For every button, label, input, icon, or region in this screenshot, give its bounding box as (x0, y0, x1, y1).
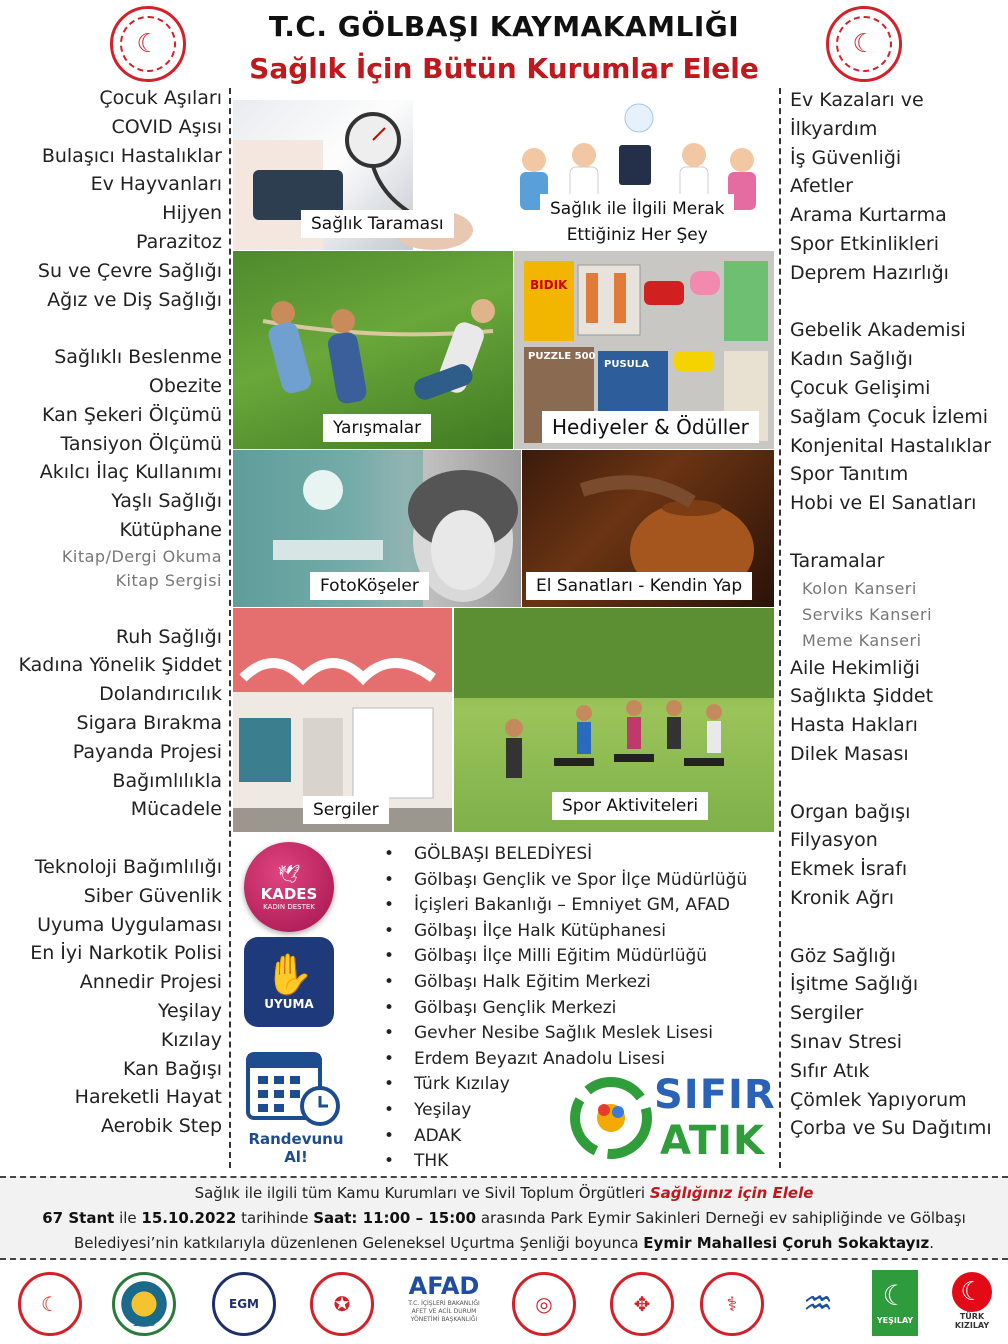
left-topic-item: Payanda Projesi (72, 740, 222, 763)
label-yarismalar: Yarışmalar (323, 414, 431, 442)
right-topic-item: Afetler (790, 175, 853, 198)
organization-item: • Gölbaşı Gençlik Merkezi (384, 996, 774, 1022)
right-topic-item: Aile Hekimliği (790, 656, 920, 679)
left-topic-item: Kızılay (160, 1028, 222, 1051)
kades-app-icon[interactable]: 🕊 KADES KADIN DESTEK (244, 842, 334, 932)
photo-gifts (514, 251, 774, 449)
right-topic-item: Sağlam Çocuk İzlemi (790, 405, 988, 428)
kizilay-logo: ☾ TÜRK KIZILAY (944, 1272, 1000, 1336)
svg-text:BIDIK: BIDIK (530, 278, 568, 292)
left-topic-item: Bağımlılıkla (112, 769, 222, 792)
left-topic-item: Sigara Bırakma (76, 711, 222, 734)
svg-text:PUZZLE 500: PUZZLE 500 (528, 351, 596, 362)
left-topic-item: Ev Hayvanları (90, 173, 222, 196)
ministry-seal-icon: ✪ (310, 1272, 374, 1336)
label-spor: Spor Aktiviteleri (552, 792, 708, 820)
right-topic-item: Meme Kanseri (802, 630, 922, 650)
page-title: T.C. GÖLBAŞI KAYMAKAMLIĞI (268, 10, 740, 43)
left-topic-item: Su ve Çevre Sağlığı (37, 259, 222, 282)
organization-item: • THK (384, 1149, 774, 1175)
right-topic-item: Hasta Hakları (790, 714, 918, 737)
crescent-star-icon: ☾ (41, 1292, 59, 1316)
list-spacer (0, 314, 222, 343)
list-spacer (0, 594, 222, 623)
right-topic-item: Gebelik Akademisi (790, 319, 966, 342)
left-topic-list (0, 84, 222, 1141)
crescent-icon: ☾ (882, 1279, 908, 1312)
right-topic-item: Kolon Kanseri (802, 578, 917, 598)
police-logo: EGM (212, 1272, 276, 1336)
right-topic-item: Kadın Sağlığı (790, 348, 913, 371)
photo-health-curiosity (504, 100, 774, 250)
organization-item: • Erdem Beyazıt Anadolu Lisesi (384, 1047, 774, 1073)
left-topic-item: Ruh Sağlığı (115, 625, 222, 648)
organization-item: • Türk Kızılay (384, 1072, 774, 1098)
right-topic-item: Serviks Kanseri (802, 604, 933, 624)
yesilay-logo: ☾ YEŞILAY (872, 1270, 918, 1336)
left-topic-item: Yaşlı Sağlığı (111, 490, 222, 513)
right-topic-item: Organ bağışı (790, 800, 911, 823)
organization-item: • Gölbaşı İlçe Halk Kütüphanesi (384, 919, 774, 945)
left-topic-item: Hijyen (162, 202, 222, 225)
list-spacer (790, 288, 1008, 317)
afad-logo: AFAD T.C. İÇİŞLERİ BAKANLIĞI AFET VE ACİL DURUM YÖNETİMİ BAŞKANLIĞI (408, 1272, 480, 1323)
left-topic-item: Çocuk Aşıları (99, 87, 222, 109)
right-topic-item: Spor Tanıtım (790, 463, 909, 486)
left-topic-item: Dolandırıcılık (99, 683, 222, 706)
right-topic-item: Çorba ve Su Dağıtımı (790, 1117, 992, 1140)
left-topic-item: Uyuma Uygulaması (37, 913, 222, 936)
right-topic-item: İşitme Sağlığı (790, 973, 919, 996)
right-topic-item: Kronik Ağrı (790, 886, 894, 909)
list-spacer (790, 769, 1008, 798)
left-topic-item: Ağız ve Diş Sağlığı (47, 288, 222, 311)
organization-item: • Yeşilay (384, 1098, 774, 1124)
library-logo: ◎ (512, 1272, 576, 1336)
list-spacer (790, 518, 1008, 547)
photo-handicrafts (522, 450, 774, 607)
recycle-leaf-icon (568, 1070, 654, 1166)
left-topic-item: Kadına Yönelik Şiddet (18, 654, 222, 677)
right-topic-item: Spor Etkinlikleri (790, 232, 939, 255)
label-el-sanatlari: El Sanatları - Kendin Yap (526, 572, 752, 600)
organization-item: • Gölbaşı Gençlik ve Spor İlçe Müdürlüğü (384, 868, 774, 894)
right-topic-item: İş Güvenliği (790, 146, 902, 169)
page-subtitle: Sağlık İçin Bütün Kurumlar Elele (249, 52, 759, 85)
education-logo: ✥ (610, 1272, 674, 1336)
left-topic-item: Yeşilay (157, 999, 222, 1022)
photo-competitions (233, 251, 513, 449)
left-topic-item: Hareketli Hayat (74, 1086, 222, 1109)
right-topic-item: Deprem Hazırlığı (790, 261, 949, 284)
left-topic-item: Kan Şekeri Ölçümü (41, 403, 222, 426)
left-topic-item: Kitap Sergisi (115, 571, 222, 591)
calendar-clock-icon (244, 1044, 344, 1128)
organization-item: • GÖLBAŞI BELEDİYESİ (384, 842, 774, 868)
label-sergiler: Sergiler (303, 796, 389, 824)
sifir-atik-logo: SIFIR ATIK (568, 1070, 768, 1170)
left-topic-item: Bulaşıcı Hastalıklar (41, 144, 222, 167)
right-topic-item: Hobi ve El Sanatları (790, 492, 977, 515)
right-topic-item: Sergiler (790, 1002, 864, 1025)
right-topic-item: Dilek Masası (790, 742, 909, 765)
svg-text:PUSULA: PUSULA (604, 359, 649, 370)
organization-item: • Gölbaşı İlçe Milli Eğitim Müdürlüğü (384, 944, 774, 970)
photo-health-screening (233, 100, 503, 250)
golbasi-belediye-logo: 1965 (112, 1272, 176, 1336)
photo-sports (454, 608, 774, 832)
right-topic-item: Sınav Stresi (790, 1030, 903, 1053)
hand-icon: ✋ (264, 952, 314, 998)
health-directorate-logo: ⚕ (700, 1272, 764, 1336)
organization-item: • Gölbaşı Halk Eğitim Merkezi (384, 970, 774, 996)
organization-item: • ADAK (384, 1124, 774, 1150)
label-saglik-taramasi: Sağlık Taraması (301, 210, 454, 238)
organization-item: • İçişleri Bakanlığı – Emniyet GM, AFAD (384, 893, 774, 919)
photo-exhibitions (233, 608, 452, 832)
right-topic-item: Çocuk Gelişimi (790, 376, 931, 399)
crescent-star-icon: ☾ (120, 16, 176, 72)
left-topic-item: COVID Aşısı (111, 115, 222, 138)
right-topic-item: Ev Kazaları ve (790, 89, 924, 111)
label-health-curiosity: Sağlık ile İlgili Merak Ettiğiniz Her Şey (540, 194, 734, 250)
right-topic-item: Filyasyon (790, 829, 878, 852)
label-fotokoseler: FotoKöşeler (310, 572, 429, 600)
photo-photo-corners (233, 450, 521, 607)
appointment-button[interactable]: Randevunu Al! (236, 1044, 356, 1154)
partner-logos (0, 1268, 1008, 1340)
left-topic-item: Parazitoz (135, 230, 222, 253)
halk-egitim-logo: ♒ (802, 1284, 834, 1324)
right-topic-list (790, 86, 1008, 1143)
left-topic-item: Siber Güvenlik (83, 884, 222, 907)
ministry-logo (18, 1272, 82, 1336)
ministry-seal-right (826, 6, 902, 82)
divider-right (779, 88, 781, 1168)
label-hediyeler: Hediyeler & Ödüller (542, 411, 759, 443)
list-spacer (790, 913, 1008, 942)
left-topic-item: En İyi Narkotik Polisi (30, 942, 222, 965)
crescent-icon: ☾ (952, 1272, 992, 1312)
right-topic-item: Konjenital Hastalıklar (790, 434, 992, 457)
left-topic-item: Kitap/Dergi Okuma (61, 546, 222, 566)
left-topic-item: Aerobik Step (100, 1115, 222, 1138)
uyuma-app-icon[interactable]: ✋ UYUMA (244, 937, 334, 1027)
left-topic-item: Akılcı İlaç Kullanımı (39, 461, 222, 484)
left-topic-item: Kütüphane (119, 518, 222, 541)
left-topic-item: Annedir Projesi (79, 971, 222, 994)
organization-item: • Gevher Nesibe Sağlık Meslek Lisesi (384, 1021, 774, 1047)
left-topic-item: Teknoloji Bağımlılığı (34, 855, 222, 878)
right-topic-item: Çömlek Yapıyorum (790, 1088, 967, 1111)
ministry-seal-left (110, 6, 186, 82)
right-topic-item: Taramalar (790, 549, 885, 572)
left-topic-item: Sağlıklı Beslenme (54, 346, 222, 369)
left-topic-item: Tansiyon Ölçümü (60, 432, 222, 455)
left-topic-item: Kan Bağışı (122, 1057, 222, 1080)
right-topic-item: İlkyardım (790, 117, 878, 140)
right-topic-item: Arama Kurtarma (790, 204, 947, 227)
right-topic-item: Ekmek İsrafı (790, 858, 908, 881)
crescent-star-icon: ☾ (836, 16, 892, 72)
event-info-footer: Sağlık ile ilgili tüm Kamu Kurumları ve Sivil Toplum Örgütleri Sağlığınız için Elele 67 Stant ile 15.10.2022 tarihinde Saat: 11:00 – 15:00 arasında Park Eymir Sakinleri Derneği ev sahipliğinde ve Gölbaşı Belediyesi’nin katkılarıyla düzenlenen Geleneksel Uçurtma Şenliği boyunca Eymir Mahallesi Çoruh Sokaktayız. (0, 1176, 1008, 1260)
right-topic-item: Sağlıkta Şiddet (790, 685, 934, 708)
divider-left (229, 88, 231, 1168)
left-topic-item: Obezite (148, 374, 222, 397)
left-topic-item: Mücadele (130, 798, 222, 821)
right-topic-item: Göz Sağlığı (790, 944, 897, 967)
list-spacer (0, 824, 222, 853)
bird-icon: 🕊 (277, 863, 301, 885)
right-topic-item: Sıfır Atık (790, 1059, 870, 1082)
